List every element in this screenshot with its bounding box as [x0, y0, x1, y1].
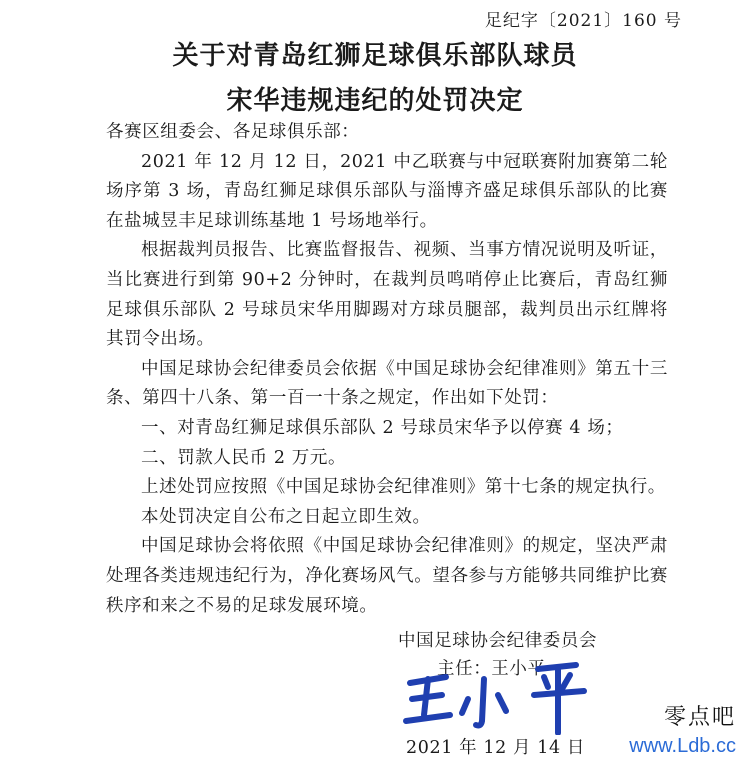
document-title-line2: 宋华违规违纪的处罚决定: [226, 86, 524, 116]
paragraph-execution: 上述处罚应按照《中国足球协会纪律准则》第十七条的规定执行。: [141, 477, 666, 498]
penalty-item-fine: 二、罚款人民币 2 万元。: [141, 447, 347, 468]
handwritten-signature: [398, 655, 598, 735]
site-watermark: [629, 700, 736, 758]
chairman-line: 主任：王小平: [437, 659, 546, 679]
signatory-organization: 中国足球协会纪律委员会: [398, 631, 598, 651]
penalty-item-suspension: 一、对青岛红狮足球俱乐部队 2 号球员宋华予以停赛 4 场；: [141, 417, 624, 438]
document-body: [106, 118, 668, 621]
document-title-line1: 关于对青岛红狮足球俱乐部队球员: [172, 41, 578, 71]
salutation: 各赛区组委会、各足球俱乐部：: [106, 122, 360, 142]
document-number: 足纪字〔2021〕160 号: [484, 11, 682, 31]
paragraph-basis: 中国足球协会纪律委员会依据《中国足球协会纪律准则》第五十三条、第四十八条、第一百一十条之规定，作出如下处罚：: [106, 358, 668, 409]
paragraph-effective: 本处罚决定自公布之日起立即生效。: [141, 506, 431, 527]
watermark-url: www.Ldb.cc: [629, 735, 736, 757]
paragraph-incident: 2021 年 12 月 12 日，2021 中乙联赛与中冠联赛附加赛第二轮场序第 3 场，青岛红狮足球俱乐部队与淄博齐盛足球俱乐部队的比赛在盐城昱丰足球训练基地 1 号场地举行。: [106, 151, 668, 231]
watermark-site-name: 零点吧: [663, 705, 736, 730]
paragraph-closing: 中国足球协会将依照《中国足球协会纪律准则》的规定，坚决严肃处理各类违规违纪行为，净化赛场风气。望各参与方能够共同维护比赛秩序和来之不易的足球发展环境。: [106, 536, 668, 616]
document-date: 2021 年 12 月 14 日: [406, 738, 585, 758]
paragraph-findings: 根据裁判员报告、比赛监督报告、视频、当事方情况说明及听证，当比赛进行到第 90+2 分钟时，在裁判员鸣哨停止比赛后，青岛红狮足球俱乐部队 2 号球员宋华用脚踢对方球员腿部，裁判员出示红牌将其罚令出场。: [106, 240, 668, 350]
